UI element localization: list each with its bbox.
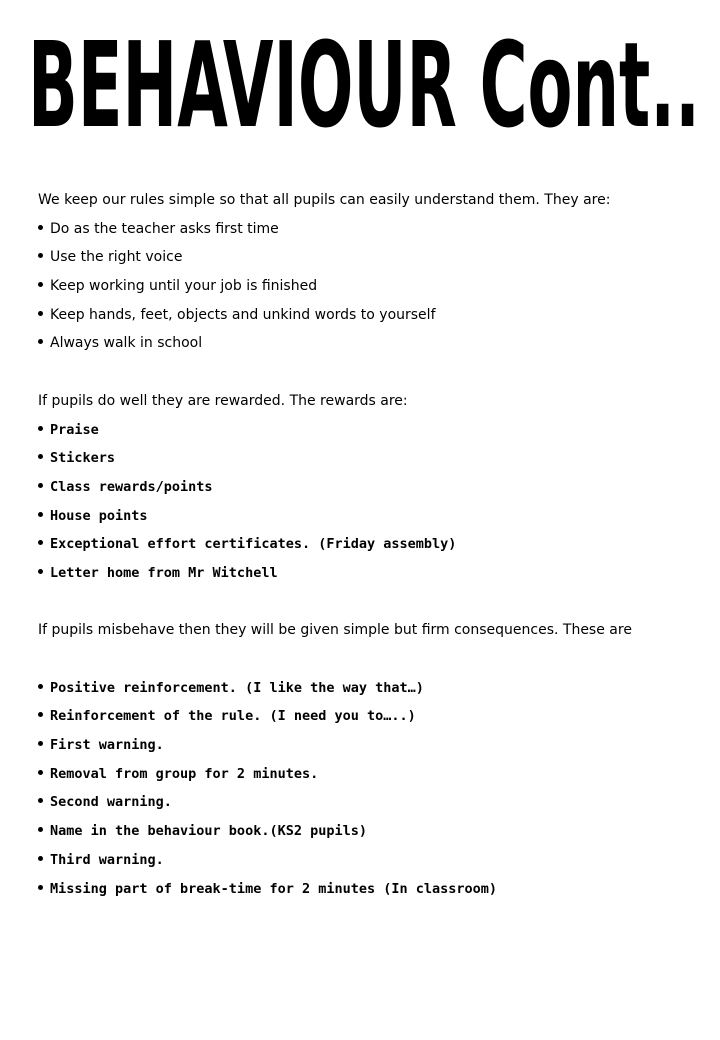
list-item	[38, 731, 698, 760]
rewards-intro: If pupils do well they are rewarded. The rewards are:	[38, 392, 408, 409]
bullet-icon	[38, 712, 43, 717]
consequence-text: First warning.	[50, 737, 164, 754]
title-text: BEHAVIOUR Cont..	[28, 18, 700, 148]
bullet-icon	[38, 339, 43, 344]
bullet-icon	[38, 856, 43, 861]
list-item	[38, 272, 698, 301]
list-item	[38, 444, 698, 473]
consequence-text: Reinforcement of the rule. (I need you to…..)	[50, 708, 416, 725]
bullet-icon	[38, 454, 43, 459]
rule-text: Keep hands, feet, objects and unkind words to yourself	[50, 306, 436, 323]
list-item	[38, 301, 698, 330]
rule-text: Use the right voice	[50, 249, 183, 266]
consequences-list	[38, 674, 698, 904]
bullet-icon	[38, 540, 43, 545]
reward-text: House points	[50, 507, 148, 524]
reward-text: Exceptional effort certificates. (Friday assembly)	[50, 536, 457, 553]
bullet-icon	[38, 311, 43, 316]
title-graphic	[26, 18, 706, 148]
paragraph-gap	[38, 358, 698, 387]
bullet-icon	[38, 426, 43, 431]
paragraph-gap	[38, 588, 698, 617]
consequences-intro: If pupils misbehave then they will be given simple but firm consequences. These are	[38, 622, 632, 639]
bullet-icon	[38, 569, 43, 574]
list-item	[38, 530, 698, 559]
rule-text: Always walk in school	[50, 335, 203, 352]
list-item	[38, 674, 698, 703]
bullet-icon	[38, 684, 43, 689]
consequence-text: Name in the behaviour book.(KS2 pupils)	[50, 823, 367, 840]
bullet-icon	[38, 483, 43, 488]
rule-text: Do as the teacher asks first time	[50, 220, 279, 237]
bullet-icon	[38, 885, 43, 890]
page-title	[26, 18, 706, 148]
bullet-icon	[38, 770, 43, 775]
consequence-text: Removal from group for 2 minutes.	[50, 765, 319, 782]
reward-text: Praise	[50, 421, 99, 438]
list-item	[38, 243, 698, 272]
list-item	[38, 329, 698, 358]
bullet-icon	[38, 512, 43, 517]
consequence-text: Missing part of break-time for 2 minutes (In classroom)	[50, 880, 498, 897]
paragraph-gap	[38, 645, 698, 674]
bullet-icon	[38, 253, 43, 258]
bullet-icon	[38, 741, 43, 746]
list-item	[38, 788, 698, 817]
consequence-text: Third warning.	[50, 851, 164, 868]
list-item	[38, 473, 698, 502]
consequence-text: Positive reinforcement. (I like the way that…)	[50, 679, 424, 696]
bullet-icon	[38, 282, 43, 287]
rule-text: Keep working until your job is finished	[50, 278, 318, 295]
reward-text: Stickers	[50, 450, 116, 467]
list-item	[38, 215, 698, 244]
reward-text: Class rewards/points	[50, 478, 213, 495]
rewards-list	[38, 416, 698, 588]
list-item	[38, 416, 698, 445]
bullet-icon	[38, 827, 43, 832]
document-body	[38, 186, 698, 903]
bullet-icon	[38, 798, 43, 803]
list-item	[38, 875, 698, 904]
list-item	[38, 817, 698, 846]
list-item	[38, 760, 698, 789]
list-item	[38, 502, 698, 531]
list-item	[38, 702, 698, 731]
list-item	[38, 559, 698, 588]
bullet-icon	[38, 225, 43, 230]
rules-list	[38, 215, 698, 358]
list-item	[38, 846, 698, 875]
rules-intro: We keep our rules simple so that all pupils can easily understand them. They are:	[38, 192, 611, 208]
reward-text: Letter home from Mr Witchell	[50, 564, 278, 581]
consequence-text: Second warning.	[50, 794, 172, 811]
